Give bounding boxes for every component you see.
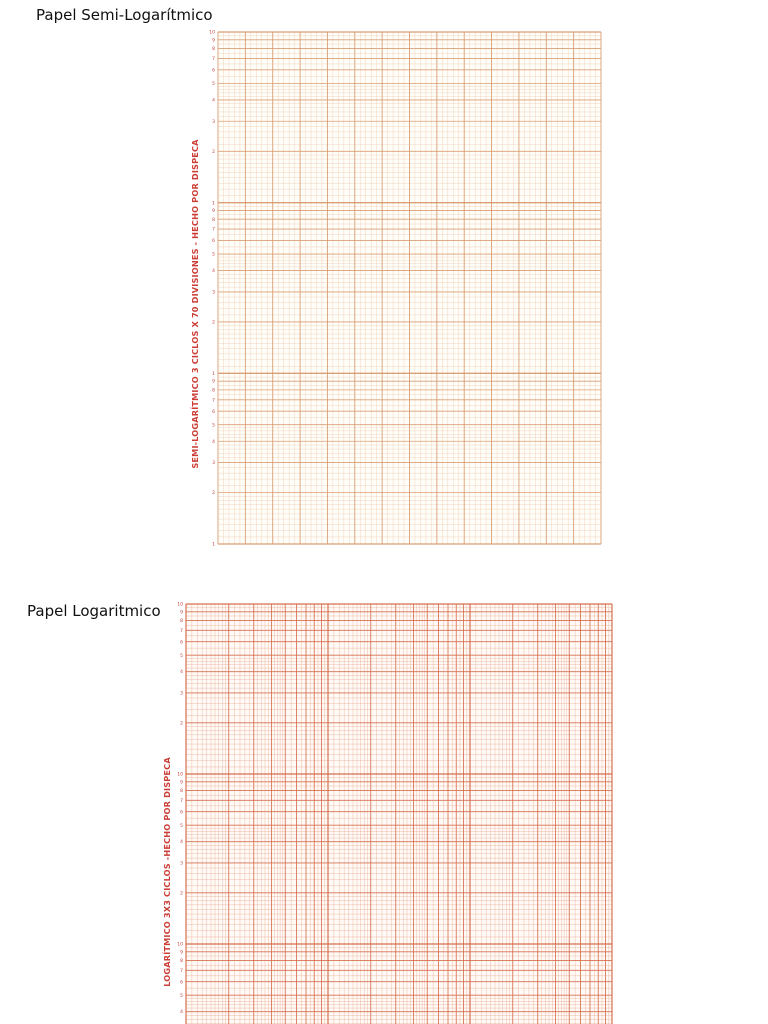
log-log-axis-number: 6 xyxy=(180,810,183,816)
log-log-axis-number: 4 xyxy=(180,1010,183,1016)
log-log-axis-number: 9 xyxy=(180,610,183,616)
log-log-axis-number: 6 xyxy=(180,980,183,986)
semi-log-axis-number: 7 xyxy=(212,398,215,404)
log-log-axis-number: 4 xyxy=(180,840,183,846)
semi-log-axis-number: 7 xyxy=(212,57,215,63)
semi-log-axis-number: 2 xyxy=(212,491,215,497)
log-log-axis-number: 8 xyxy=(180,619,183,625)
log-log-title: Papel Logaritmico xyxy=(27,602,161,620)
log-log-axis-number: 5 xyxy=(180,993,183,999)
log-log-axis-number: 7 xyxy=(180,628,183,634)
semi-log-axis-number: 6 xyxy=(212,239,215,245)
log-log-axis-number: 5 xyxy=(180,653,183,659)
log-log-axis-number: 4 xyxy=(180,670,183,676)
semi-log-axis-number: 10 xyxy=(209,30,215,36)
semi-log-axis-number: 5 xyxy=(212,252,215,258)
semi-log-axis-number: 8 xyxy=(212,47,215,53)
log-log-axis-number: 2 xyxy=(180,721,183,727)
log-log-axis-number: 6 xyxy=(180,640,183,646)
semi-log-axis-number: 4 xyxy=(212,439,215,445)
log-log-graph-paper xyxy=(150,596,620,1024)
semi-log-axis-number: 2 xyxy=(212,149,215,155)
semi-log-axis-number: 1 xyxy=(212,371,215,377)
log-log-axis-number: 9 xyxy=(180,780,183,786)
log-log-axis-number: 10 xyxy=(177,942,183,948)
semi-log-axis-number: 5 xyxy=(212,81,215,87)
semi-log-side-label: SEMI-LOGARÍTMICO 3 CICLOS X 70 DIVISIONES - HECHO POR DISPECA xyxy=(190,139,200,469)
semi-log-axis-number: 7 xyxy=(212,227,215,233)
semi-log-axis-number: 1 xyxy=(212,201,215,207)
log-log-side-label: LOGARÍTMICO 3X3 CICLOS -HECHO POR DISPECA xyxy=(162,757,172,987)
semi-log-graph-paper xyxy=(180,24,610,550)
semi-log-axis-number: 9 xyxy=(212,38,215,44)
log-log-axis-number: 10 xyxy=(177,602,183,608)
log-log-axis-number: 8 xyxy=(180,959,183,965)
semi-log-axis-number: 6 xyxy=(212,409,215,415)
semi-log-axis-number: 9 xyxy=(212,209,215,215)
log-log-axis-number: 3 xyxy=(180,861,183,867)
semi-log-axis-number: 8 xyxy=(212,388,215,394)
log-log-axis-number: 10 xyxy=(177,772,183,778)
semi-log-title: Papel Semi-Logarítmico xyxy=(36,6,213,24)
log-log-axis-number: 7 xyxy=(180,798,183,804)
log-log-axis-number: 9 xyxy=(180,950,183,956)
log-log-axis-number: 2 xyxy=(180,891,183,897)
semi-log-axis-number: 1 xyxy=(212,542,215,548)
log-log-axis-number: 5 xyxy=(180,823,183,829)
semi-log-axis-number: 9 xyxy=(212,379,215,385)
log-log-axis-number: 3 xyxy=(180,691,183,697)
log-log-axis-number: 8 xyxy=(180,789,183,795)
log-log-axis-labels xyxy=(177,602,183,1024)
semi-log-axis-number: 2 xyxy=(212,320,215,326)
semi-log-axis-labels xyxy=(209,30,215,548)
semi-log-axis-number: 3 xyxy=(212,119,215,125)
semi-log-axis-number: 3 xyxy=(212,290,215,296)
semi-log-axis-number: 4 xyxy=(212,98,215,104)
semi-log-axis-number: 6 xyxy=(212,68,215,74)
semi-log-axis-number: 5 xyxy=(212,423,215,429)
log-log-paper-background xyxy=(186,604,612,1024)
semi-log-axis-number: 4 xyxy=(212,269,215,275)
semi-log-axis-number: 8 xyxy=(212,217,215,223)
log-log-axis-number: 7 xyxy=(180,968,183,974)
semi-log-axis-number: 3 xyxy=(212,461,215,467)
